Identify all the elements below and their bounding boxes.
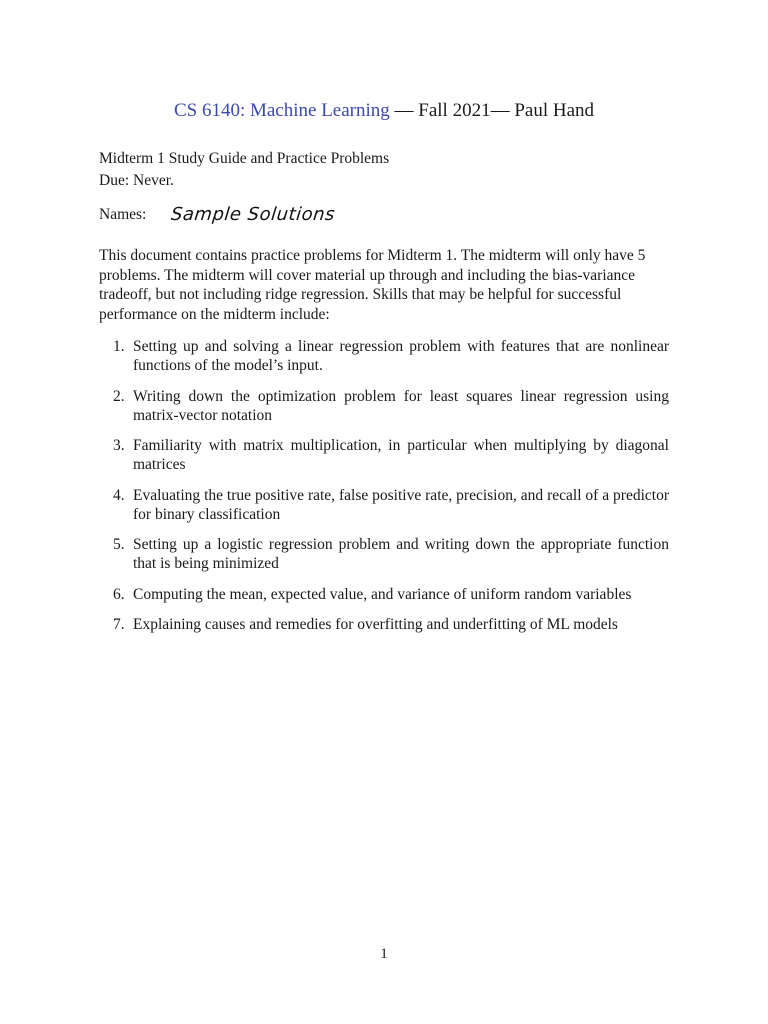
skill-item xyxy=(99,585,669,604)
skill-text: Setting up and solving a linear regression problem with features that are nonlinear functions of the model’s input. xyxy=(133,338,669,374)
header-term-author: — Fall 2021— Paul Hand xyxy=(389,100,595,121)
handwritten-names: Sample Solutions xyxy=(169,204,337,225)
skill-text: Familiarity with matrix multiplication, in particular when multiplying by diagonal matrices xyxy=(133,437,669,473)
skill-text: Setting up a logistic regression problem and writing down the appropriate function that is being minimized xyxy=(133,536,669,572)
skill-text: Computing the mean, expected value, and variance of uniform random variables xyxy=(133,585,632,603)
skill-item xyxy=(99,486,669,524)
skill-number: 7. xyxy=(113,616,125,633)
skill-item xyxy=(99,436,669,474)
skill-text: Writing down the optimization problem for least squares linear regression using matrix-vector notation xyxy=(133,387,669,424)
course-link[interactable]: CS 6140: Machine Learning xyxy=(173,100,390,121)
skill-text: Explaining causes and remedies for overfitting and underfitting of ML models xyxy=(133,616,618,633)
intro-paragraph: This document contains practice problems for Midterm 1. The midterm will only have 5 problems. The midterm will cover material up through and including the bias-variance tradeoff, but not including ridge regression. Skills that may be helpful for successful performance on the midterm include: xyxy=(99,247,646,324)
skill-number: 2. xyxy=(113,387,125,405)
page-header xyxy=(0,98,768,124)
skill-number: 3. xyxy=(113,437,125,454)
names-row xyxy=(99,204,335,226)
skill-item xyxy=(99,337,669,375)
names-label: Names: xyxy=(99,206,147,223)
document-meta xyxy=(99,148,389,192)
skill-text: Evaluating the true positive rate, false positive rate, precision, and recall of a predictor for binary classification xyxy=(133,486,669,523)
skill-number: 4. xyxy=(113,486,125,504)
skill-number: 6. xyxy=(113,585,125,603)
skill-item xyxy=(99,615,669,634)
due-line: Due: Never. xyxy=(99,172,174,189)
page-number: 1 xyxy=(380,946,388,962)
skill-number: 1. xyxy=(113,338,125,355)
skill-number: 5. xyxy=(113,536,125,553)
skill-item xyxy=(99,535,669,573)
skills-list xyxy=(99,337,669,646)
skill-item xyxy=(99,387,669,425)
document-title: Midterm 1 Study Guide and Practice Problems xyxy=(99,150,390,167)
